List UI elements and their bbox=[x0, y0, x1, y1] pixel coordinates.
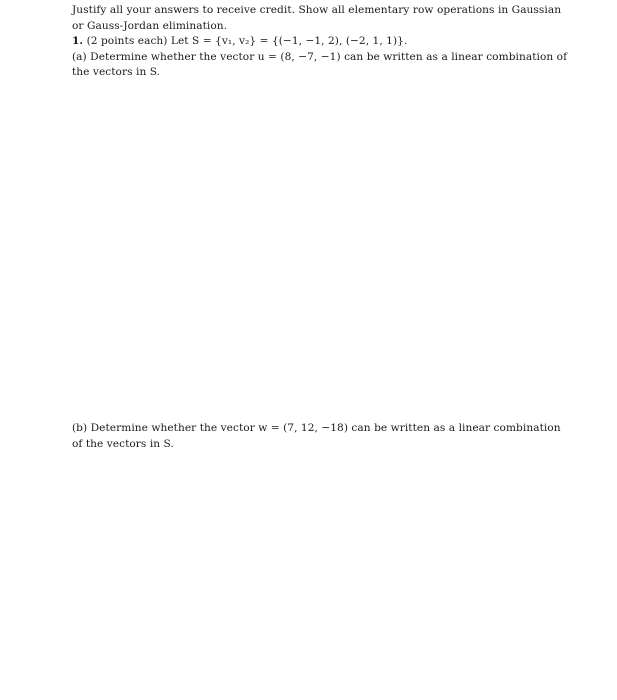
part-b-question bbox=[72, 421, 561, 452]
part-b-line-1: (b) Determine whether the vector w = (7, 12, −18) can be written as a linear combination bbox=[72, 422, 561, 434]
instructions-line-2: or Gauss-Jordan elimination. bbox=[72, 19, 228, 32]
part-a-line-1: (a) Determine whether the vector u = (8, −7, −1) can be written as a linear combination of bbox=[72, 50, 568, 63]
problem-intro bbox=[72, 3, 568, 81]
instructions-line-1: Justify all your answers to receive credit. Show all elementary row operations in Gaussian bbox=[72, 4, 562, 16]
problem-1-statement: (2 points each) Let S = {v₁, v₂} = {(−1, −1, 2), (−2, 1, 1)}. bbox=[83, 35, 408, 47]
problem-number: 1. bbox=[72, 35, 84, 47]
part-b-line-2: of the vectors in S. bbox=[72, 437, 174, 450]
problem-1-header bbox=[72, 34, 546, 50]
part-a-line-2: the vectors in S. bbox=[72, 66, 161, 78]
